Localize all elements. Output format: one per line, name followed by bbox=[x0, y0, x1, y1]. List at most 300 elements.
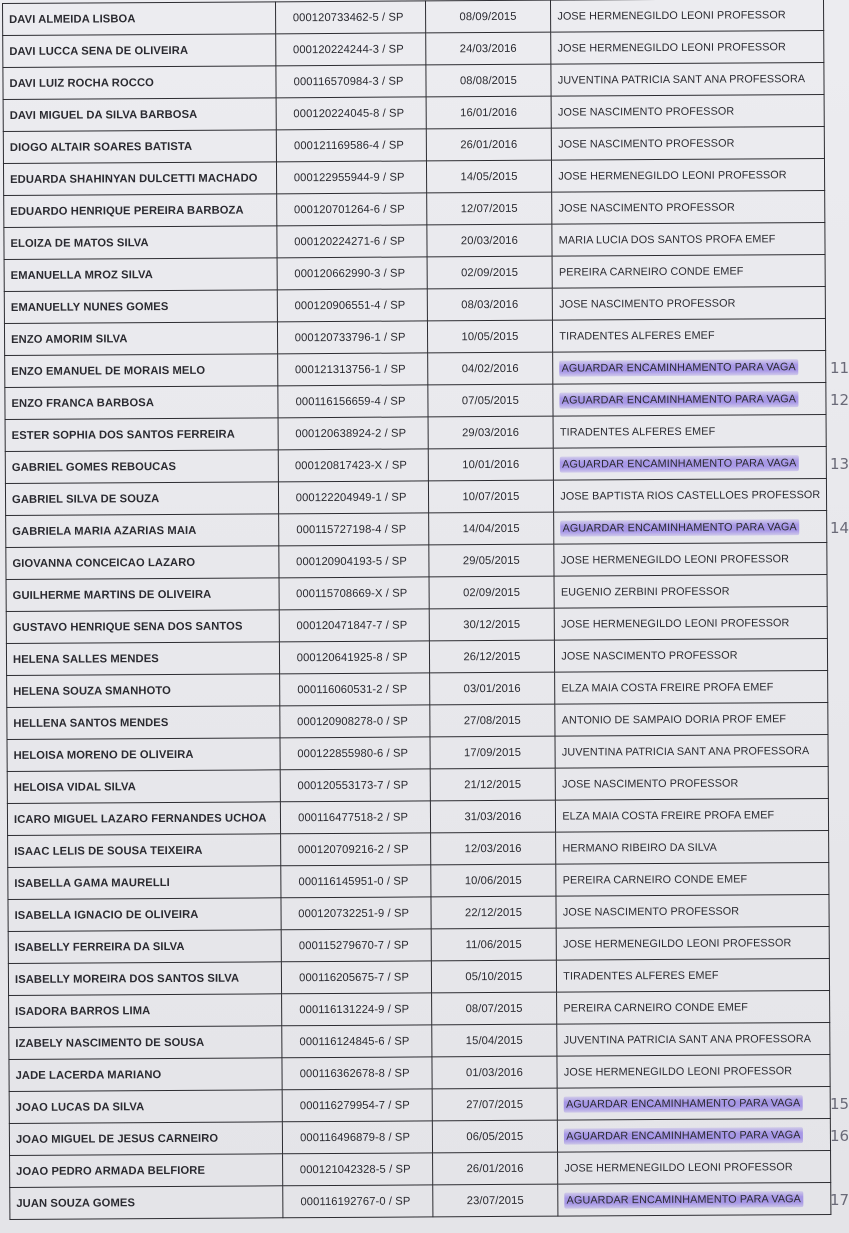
registration-text: 000120733462-5 / SP bbox=[292, 11, 404, 24]
school-cell bbox=[555, 638, 828, 672]
handwritten-count-mark: 16 bbox=[830, 1126, 849, 1145]
school-text: ELZA MAIA COSTA FREIRE PROFA EMEF bbox=[562, 808, 775, 823]
school-cell bbox=[554, 510, 827, 544]
school-text: JUVENTINA PATRICIA SANT ANA PROFESSORA bbox=[557, 72, 806, 87]
registration-text: 000122204949-1 / SP bbox=[295, 491, 407, 504]
table-row bbox=[7, 702, 828, 739]
school-cell bbox=[558, 1182, 831, 1216]
student-name-cell bbox=[7, 770, 280, 804]
table-row bbox=[7, 798, 828, 835]
student-name-cell bbox=[6, 578, 279, 612]
school-cell bbox=[551, 30, 824, 64]
school-cell bbox=[551, 0, 824, 32]
school-cell bbox=[557, 990, 830, 1024]
registration-text: 000116124845-6 / SP bbox=[299, 1035, 410, 1048]
school-text: TIRADENTES ALFERES EMEF bbox=[559, 329, 715, 343]
school-text: ANTONIO DE SAMPAIO DORIA PROF EMEF bbox=[561, 712, 787, 727]
table-row bbox=[6, 542, 827, 579]
birth-date-cell bbox=[426, 224, 552, 257]
student-name-cell bbox=[8, 898, 281, 932]
birth-date-cell bbox=[426, 96, 552, 129]
birth-date-text: 08/09/2015 bbox=[459, 10, 517, 23]
birth-date-text: 31/03/2016 bbox=[464, 810, 522, 823]
school-text: EUGENIO ZERBINI PROFESSOR bbox=[560, 585, 730, 599]
student-name-text: HELOISA VIDAL SILVA bbox=[13, 780, 136, 794]
school-cell bbox=[558, 1150, 831, 1184]
school-text: PEREIRA CARNEIRO CONDE EMEF bbox=[558, 264, 744, 279]
student-name-cell bbox=[7, 802, 280, 836]
birth-date-cell bbox=[427, 384, 553, 417]
student-name-text: GIOVANNA CONCEICAO LAZARO bbox=[12, 556, 196, 570]
registration-text: 000116496879-8 / SP bbox=[300, 1131, 411, 1144]
school-cell bbox=[557, 958, 830, 992]
birth-date-text: 22/12/2015 bbox=[464, 906, 523, 919]
birth-date-cell bbox=[427, 320, 553, 353]
school-text: JUVENTINA PATRICIA SANT ANA PROFESSORA bbox=[561, 744, 810, 759]
school-cell bbox=[554, 574, 827, 608]
registration-text: 000120662990-3 / SP bbox=[294, 267, 406, 280]
school-cell bbox=[555, 702, 828, 736]
school-text: JOSE HERMENEGILDO LEONI PROFESSOR bbox=[563, 936, 792, 951]
student-name-cell bbox=[9, 1122, 282, 1156]
registration-text: 000115279670-7 / SP bbox=[298, 939, 409, 952]
student-name-text: ENZO EMANUEL DE MORAIS MELO bbox=[11, 364, 206, 378]
birth-date-text: 14/05/2015 bbox=[460, 170, 518, 183]
birth-date-cell bbox=[428, 512, 554, 545]
registration-text: 000120906551-4 / SP bbox=[294, 299, 406, 312]
handwritten-count-mark: 13 bbox=[830, 454, 849, 473]
registration-cell bbox=[280, 737, 430, 770]
student-name-cell bbox=[5, 386, 278, 420]
school-cell bbox=[556, 830, 829, 864]
school-cell bbox=[552, 126, 825, 160]
school-cell bbox=[556, 798, 829, 832]
table-row bbox=[5, 446, 826, 483]
student-name-cell bbox=[9, 1058, 282, 1092]
registration-cell bbox=[281, 1025, 431, 1058]
table-row bbox=[4, 222, 825, 259]
student-name-text: DAVI LUCCA SENA DE OLIVEIRA bbox=[9, 44, 189, 58]
student-name-text: EMANUELLY NUNES GOMES bbox=[10, 300, 169, 314]
student-name-text: ISADORA BARROS LIMA bbox=[15, 1004, 151, 1018]
highlighted-status-text: AGUARDAR ENCAMINHAMENTO PARA VAGA bbox=[560, 455, 798, 472]
table-row bbox=[7, 670, 828, 707]
registration-text: 000116362678-8 / SP bbox=[299, 1067, 410, 1080]
student-name-text: GABRIEL GOMES REBOUCAS bbox=[11, 460, 177, 474]
table-row bbox=[3, 158, 824, 195]
birth-date-cell bbox=[425, 32, 551, 65]
school-cell bbox=[557, 1086, 830, 1120]
table-row bbox=[4, 286, 825, 323]
highlighted-status-text: AGUARDAR ENCAMINHAMENTO PARA VAGA bbox=[564, 1127, 802, 1144]
school-text: JOSE HERMENEGILDO LEONI PROFESSOR bbox=[560, 552, 790, 567]
registration-cell bbox=[279, 641, 429, 674]
school-cell bbox=[556, 926, 829, 960]
birth-date-text: 27/08/2015 bbox=[463, 714, 521, 727]
registration-text: 000116156659-4 / SP bbox=[295, 395, 406, 408]
registration-cell bbox=[281, 993, 431, 1026]
student-name-cell bbox=[7, 738, 280, 772]
student-name-cell bbox=[8, 962, 281, 996]
birth-date-cell bbox=[429, 576, 555, 609]
birth-date-cell bbox=[427, 288, 553, 321]
student-name-cell bbox=[8, 866, 281, 900]
registration-text: 000120553173-7 / SP bbox=[297, 779, 409, 792]
student-name-text: HELLENA SANTOS MENDES bbox=[13, 716, 169, 730]
registration-text: 000120732251-9 / SP bbox=[298, 907, 410, 920]
registration-cell bbox=[278, 449, 428, 482]
birth-date-cell bbox=[431, 928, 557, 961]
school-text: JOSE NASCIMENTO PROFESSOR bbox=[562, 777, 739, 791]
registration-text: 000116279954-7 / SP bbox=[299, 1099, 410, 1112]
school-cell bbox=[553, 318, 826, 352]
birth-date-text: 04/02/2016 bbox=[461, 362, 519, 375]
birth-date-cell bbox=[431, 992, 557, 1025]
school-text: ELZA MAIA COSTA FREIRE PROFA EMEF bbox=[561, 680, 774, 695]
registration-cell bbox=[277, 385, 427, 418]
registration-cell bbox=[278, 545, 428, 578]
registration-cell bbox=[278, 513, 428, 546]
registration-cell bbox=[276, 161, 426, 194]
birth-date-text: 07/05/2015 bbox=[461, 394, 519, 407]
table-row bbox=[3, 0, 824, 35]
school-cell bbox=[553, 382, 826, 416]
student-name-cell bbox=[3, 130, 276, 164]
highlighted-status-text: AGUARDAR ENCAMINHAMENTO PARA VAGA bbox=[560, 519, 798, 536]
table-row bbox=[5, 382, 826, 419]
school-cell bbox=[554, 446, 827, 480]
table-row bbox=[8, 830, 829, 867]
student-name-text: ISABELLA IGNACIO DE OLIVEIRA bbox=[14, 908, 199, 922]
student-name-cell bbox=[4, 258, 277, 292]
registration-text: 000120224045-8 / SP bbox=[293, 107, 405, 120]
student-name-cell bbox=[9, 1090, 282, 1124]
registration-text: 000120471847-7 / SP bbox=[296, 619, 408, 632]
birth-date-cell bbox=[425, 64, 551, 97]
student-name-cell bbox=[5, 482, 278, 516]
table-row bbox=[9, 1118, 830, 1155]
school-cell bbox=[556, 894, 829, 928]
student-name-text: ISAAC LELIS DE SOUSA TEIXEIRA bbox=[14, 844, 203, 858]
student-name-text: ENZO FRANCA BARBOSA bbox=[11, 396, 155, 410]
student-name-cell bbox=[6, 642, 279, 676]
school-text: JOSE NASCIMENTO PROFESSOR bbox=[558, 201, 735, 215]
student-name-text: GABRIELA MARIA AZARIAS MAIA bbox=[12, 524, 197, 538]
registration-text: 000116205675-7 / SP bbox=[299, 971, 410, 984]
school-cell bbox=[552, 254, 825, 288]
handwritten-count-mark: 12 bbox=[830, 390, 849, 409]
school-cell bbox=[557, 1054, 830, 1088]
table-row bbox=[8, 894, 829, 931]
birth-date-cell bbox=[432, 1120, 558, 1153]
birth-date-text: 06/05/2015 bbox=[466, 1130, 524, 1143]
birth-date-text: 20/03/2016 bbox=[460, 234, 518, 247]
birth-date-cell bbox=[432, 1056, 558, 1089]
birth-date-text: 26/01/2016 bbox=[466, 1162, 524, 1175]
school-cell bbox=[557, 1022, 830, 1056]
student-name-cell bbox=[6, 514, 279, 548]
student-name-text: IZABELY NASCIMENTO DE SOUSA bbox=[15, 1036, 205, 1050]
registration-text: 000120817423-X / SP bbox=[294, 459, 407, 472]
birth-date-cell bbox=[428, 544, 554, 577]
student-table bbox=[2, 0, 831, 1220]
school-text: TIRADENTES ALFERES EMEF bbox=[559, 425, 716, 439]
student-name-text: JOAO MIGUEL DE JESUS CARNEIRO bbox=[15, 1132, 219, 1146]
school-cell bbox=[553, 350, 826, 384]
student-name-cell bbox=[3, 98, 276, 132]
registration-text: 000120904193-5 / SP bbox=[296, 555, 407, 568]
birth-date-text: 11/06/2015 bbox=[465, 938, 522, 951]
registration-cell bbox=[279, 577, 429, 610]
birth-date-cell bbox=[430, 800, 556, 833]
registration-text: 000116131224-9 / SP bbox=[299, 1003, 410, 1016]
birth-date-cell bbox=[428, 480, 554, 513]
registration-text: 000116060531-2 / SP bbox=[297, 683, 408, 696]
student-name-cell bbox=[3, 66, 276, 100]
school-text: JOSE BAPTISTA RIOS CASTELLOES PROFESSOR bbox=[560, 488, 821, 503]
school-text: PEREIRA CARNEIRO CONDE EMEF bbox=[562, 872, 748, 887]
birth-date-cell bbox=[432, 1184, 558, 1217]
registration-cell bbox=[282, 1089, 432, 1122]
registration-cell bbox=[280, 769, 430, 802]
birth-date-cell bbox=[426, 192, 552, 225]
birth-date-cell bbox=[428, 416, 554, 449]
registration-text: 000121042328-5 / SP bbox=[299, 1163, 411, 1176]
student-name-cell bbox=[9, 994, 282, 1028]
school-cell bbox=[556, 862, 829, 896]
student-name-text: ELOIZA DE MATOS SILVA bbox=[10, 236, 149, 250]
student-name-cell bbox=[8, 930, 281, 964]
birth-date-cell bbox=[427, 256, 553, 289]
table-row bbox=[6, 574, 827, 611]
table-row bbox=[4, 254, 825, 291]
school-cell bbox=[558, 1118, 831, 1152]
school-cell bbox=[555, 734, 828, 768]
handwritten-count-mark: 11 bbox=[830, 358, 849, 377]
student-name-cell bbox=[5, 450, 278, 484]
registration-cell bbox=[277, 289, 427, 322]
table-row bbox=[9, 1086, 830, 1123]
school-cell bbox=[552, 222, 825, 256]
table-row bbox=[6, 510, 827, 547]
school-text: JUVENTINA PATRICIA SANT ANA PROFESSORA bbox=[563, 1032, 812, 1047]
school-text: TIRADENTES ALFERES EMEF bbox=[563, 969, 719, 983]
birth-date-cell bbox=[425, 0, 551, 33]
birth-date-text: 08/03/2016 bbox=[461, 298, 519, 311]
registration-text: 000120733796-1 / SP bbox=[294, 331, 406, 344]
student-name-cell bbox=[4, 322, 277, 356]
table-row bbox=[5, 478, 826, 515]
school-cell bbox=[555, 606, 828, 640]
registration-cell bbox=[278, 481, 428, 514]
registration-cell bbox=[281, 929, 431, 962]
table-row bbox=[3, 94, 824, 131]
birth-date-cell bbox=[430, 864, 556, 897]
registration-cell bbox=[282, 1057, 432, 1090]
student-name-cell bbox=[4, 194, 277, 228]
registration-text: 000120224271-6 / SP bbox=[294, 235, 405, 248]
school-text: JOSE NASCIMENTO PROFESSOR bbox=[557, 105, 735, 119]
birth-date-text: 15/04/2015 bbox=[465, 1034, 523, 1047]
handwritten-count-mark: 15 bbox=[830, 1094, 849, 1113]
student-name-text: ISABELLY MOREIRA DOS SANTOS SILVA bbox=[14, 972, 240, 986]
birth-date-cell bbox=[431, 960, 557, 993]
table-row bbox=[5, 414, 826, 451]
birth-date-text: 26/12/2015 bbox=[463, 650, 521, 663]
student-name-text: GUSTAVO HENRIQUE SENA DOS SANTOS bbox=[12, 620, 243, 634]
birth-date-text: 27/07/2015 bbox=[466, 1098, 524, 1111]
birth-date-text: 12/07/2015 bbox=[460, 202, 518, 215]
school-cell bbox=[551, 94, 824, 128]
birth-date-text: 21/12/2015 bbox=[464, 778, 522, 791]
school-text: JOSE HERMENEGILDO LEONI PROFESSOR bbox=[558, 168, 787, 183]
student-name-text: EMANUELLA MROZ SILVA bbox=[10, 268, 153, 282]
registration-cell bbox=[277, 321, 427, 354]
registration-cell bbox=[279, 673, 429, 706]
highlighted-status-text: AGUARDAR ENCAMINHAMENTO PARA VAGA bbox=[565, 1191, 803, 1208]
birth-date-text: 10/05/2015 bbox=[461, 330, 519, 343]
student-name-text: ISABELLY FERREIRA DA SILVA bbox=[14, 940, 185, 954]
school-text: MARIA LUCIA DOS SANTOS PROFA EMEF bbox=[558, 232, 776, 247]
birth-date-text: 26/01/2016 bbox=[460, 138, 518, 151]
student-name-cell bbox=[9, 1026, 282, 1060]
registration-cell bbox=[280, 801, 430, 834]
birth-date-text: 14/04/2015 bbox=[462, 522, 520, 535]
table-row bbox=[9, 990, 830, 1027]
table-row bbox=[4, 190, 825, 227]
table-row bbox=[8, 926, 829, 963]
registration-text: 000121313756-1 / SP bbox=[294, 363, 406, 376]
table-row bbox=[3, 126, 824, 163]
table-row bbox=[6, 606, 827, 643]
student-name-cell bbox=[4, 226, 277, 260]
student-name-text: DIOGO ALTAIR SOARES BATISTA bbox=[9, 140, 193, 154]
student-name-text: GABRIEL SILVA DE SOUZA bbox=[11, 492, 160, 506]
registration-cell bbox=[282, 1153, 432, 1186]
student-name-text: ICARO MIGUEL LAZARO FERNANDES UCHOA bbox=[13, 811, 267, 826]
student-name-text: DAVI ALMEIDA LISBOA bbox=[9, 12, 136, 26]
birth-date-cell bbox=[429, 704, 555, 737]
table-row bbox=[3, 30, 824, 67]
school-text: JOSE NASCIMENTO PROFESSOR bbox=[561, 649, 738, 663]
birth-date-cell bbox=[429, 672, 555, 705]
birth-date-cell bbox=[426, 160, 552, 193]
registration-cell bbox=[281, 961, 431, 994]
birth-date-cell bbox=[428, 448, 554, 481]
student-name-text: JUAN SOUZA GOMES bbox=[16, 1196, 136, 1210]
school-text: JOSE HERMENEGILDO LEONI PROFESSOR bbox=[564, 1160, 793, 1175]
registration-text: 000116477518-2 / SP bbox=[298, 811, 409, 824]
birth-date-text: 10/07/2015 bbox=[462, 490, 520, 503]
student-name-text: DAVI LUIZ ROCHA ROCCO bbox=[9, 76, 154, 90]
student-name-cell bbox=[3, 162, 276, 196]
student-name-cell bbox=[4, 290, 277, 324]
registration-cell bbox=[278, 417, 428, 450]
registration-text: 000116145951-0 / SP bbox=[298, 875, 409, 888]
student-name-text: JOAO LUCAS DA SILVA bbox=[15, 1100, 145, 1114]
handwritten-count-mark: 17 bbox=[830, 1190, 849, 1209]
table-row bbox=[8, 958, 829, 995]
school-text: JOSE HERMENEGILDO LEONI PROFESSOR bbox=[557, 40, 786, 55]
registration-text: 000121169586-4 / SP bbox=[293, 139, 404, 152]
highlighted-status-text: AGUARDAR ENCAMINHAMENTO PARA VAGA bbox=[560, 359, 798, 376]
birth-date-text: 29/05/2015 bbox=[462, 554, 520, 567]
birth-date-text: 12/03/2016 bbox=[464, 842, 522, 855]
student-name-cell bbox=[7, 674, 280, 708]
birth-date-text: 05/10/2015 bbox=[465, 970, 523, 983]
birth-date-text: 30/12/2015 bbox=[463, 618, 521, 631]
birth-date-text: 03/01/2016 bbox=[463, 682, 521, 695]
birth-date-cell bbox=[429, 640, 555, 673]
table-row bbox=[9, 1054, 830, 1091]
school-cell bbox=[552, 190, 825, 224]
birth-date-text: 29/03/2016 bbox=[462, 426, 520, 439]
school-cell bbox=[556, 766, 829, 800]
student-name-cell bbox=[8, 834, 281, 868]
registration-text: 000116192767-0 / SP bbox=[300, 1195, 411, 1208]
birth-date-text: 10/01/2016 bbox=[462, 458, 520, 471]
table-row bbox=[6, 638, 827, 675]
birth-date-cell bbox=[430, 768, 556, 801]
table-row bbox=[10, 1150, 831, 1187]
table-row bbox=[7, 766, 828, 803]
registration-text: 000120638924-2 / SP bbox=[295, 427, 407, 440]
school-text: JOSE HERMENEGILDO LEONI PROFESSOR bbox=[563, 1064, 793, 1079]
school-cell bbox=[553, 286, 826, 320]
registration-cell bbox=[275, 1, 425, 34]
registration-cell bbox=[279, 705, 429, 738]
registration-cell bbox=[281, 897, 431, 930]
table-row bbox=[10, 1182, 831, 1219]
student-name-text: HELENA SOUZA SMANHOTO bbox=[13, 684, 171, 698]
student-name-cell bbox=[5, 354, 278, 388]
student-name-text: ENZO AMORIM SILVA bbox=[11, 332, 128, 346]
birth-date-text: 08/08/2015 bbox=[459, 74, 517, 87]
school-cell bbox=[554, 542, 827, 576]
birth-date-cell bbox=[430, 736, 556, 769]
birth-date-cell bbox=[427, 352, 553, 385]
registration-cell bbox=[280, 833, 430, 866]
registration-cell bbox=[276, 97, 426, 130]
school-text: HERMANO RIBEIRO DA SILVA bbox=[562, 841, 717, 855]
registration-text: 000120701264-6 / SP bbox=[293, 203, 405, 216]
student-name-cell bbox=[5, 418, 278, 452]
school-text: JOSE HERMENEGILDO LEONI PROFESSOR bbox=[561, 616, 790, 631]
birth-date-cell bbox=[430, 832, 556, 865]
student-name-cell bbox=[6, 546, 279, 580]
registration-cell bbox=[275, 33, 425, 66]
school-cell bbox=[552, 158, 825, 192]
student-name-cell bbox=[10, 1154, 283, 1188]
birth-date-text: 08/07/2015 bbox=[465, 1002, 523, 1015]
table-row bbox=[4, 318, 825, 355]
birth-date-text: 17/09/2015 bbox=[463, 746, 522, 759]
student-name-text: JOAO PEDRO ARMADA BELFIORE bbox=[16, 1164, 206, 1178]
table-row bbox=[3, 62, 824, 99]
registration-cell bbox=[276, 193, 426, 226]
table-row bbox=[9, 1022, 830, 1059]
registration-cell bbox=[280, 865, 430, 898]
school-text: PEREIRA CARNEIRO CONDE EMEF bbox=[563, 1000, 748, 1015]
highlighted-status-text: AGUARDAR ENCAMINHAMENTO PARA VAGA bbox=[564, 1095, 802, 1112]
student-name-text: ISABELLA GAMA MAURELLI bbox=[14, 876, 170, 890]
school-text: JOSE HERMENEGILDO LEONI PROFESSOR bbox=[557, 8, 786, 23]
birth-date-cell bbox=[431, 1024, 557, 1057]
birth-date-text: 16/01/2016 bbox=[460, 106, 518, 119]
registration-cell bbox=[277, 257, 427, 290]
registration-cell bbox=[276, 65, 426, 98]
school-cell bbox=[554, 478, 827, 512]
